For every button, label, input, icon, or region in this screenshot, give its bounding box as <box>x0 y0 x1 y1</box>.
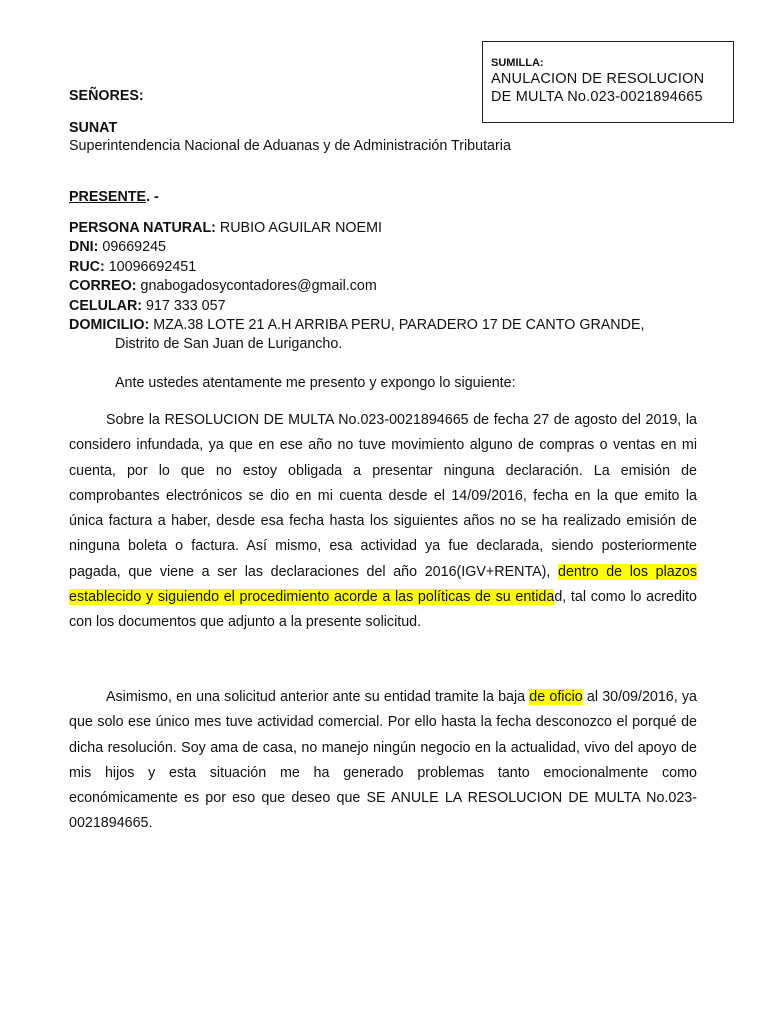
presente-suffix: . - <box>146 189 159 205</box>
paragraph-1-text-b: d, tal como lo acredito con los documentos que adjunto a la presente solicitud. <box>69 589 697 631</box>
person-name-label: PERSONA NATURAL: <box>69 220 216 236</box>
person-name-value: RUBIO AGUILAR NOEMI <box>215 220 382 236</box>
paragraph-2 <box>69 685 697 837</box>
paragraph-2-text-b: al 30/09/2016, ya que solo ese único mes tuve actividad comercial. Por ello hasta la fecha desconozco el porqué de dicha resolución. Soy ama de casa, no manejo ningún negocio en la actualidad, vivo del apoyo de mis hijos y esta situación me ha generado problemas tanto emocionalmente como económicamente es por eso que deseo que SE ANULE LA RESOLUCION DE MULTA No.023-0021894665. <box>69 689 697 832</box>
paragraph-1 <box>69 408 697 636</box>
email-label: CORREO: <box>69 278 137 294</box>
paragraph-1-text-a: Sobre la RESOLUCION DE MULTA No.023-0021894665 de fecha 27 de agosto del 2019, la considero infundada, ya que en ese año no tuve movimiento alguno de compras o ventas en mi cuenta, por lo que no estoy obligada a presentar ninguna declaración. La emisión de comprobantes electrónicos se dio en mi cuenta desde el 14/09/2016, fecha en la que emito la única factura a haber, desde esa fecha hasta los siguientes años no se ha realizado emisión de ninguna boleta o factura. Así mismo, esa actividad ya fue declarada, siendo posteriormente pagada, que viene a ser las declaraciones del año 2016(IGV+RENTA), <box>69 412 697 580</box>
email-value: gnabogadosycontadores@gmail.com <box>136 278 377 294</box>
phone-label: CELULAR: <box>69 298 143 314</box>
ruc-label: RUC: <box>69 259 105 275</box>
sumilla-line-1: ANULACION DE RESOLUCION <box>491 71 705 87</box>
dni-value: 09669245 <box>98 239 166 255</box>
recipient-entity: Superintendencia Nacional de Aduanas y de Administración Tributaria <box>69 138 511 154</box>
presente-heading <box>69 188 159 207</box>
ruc-value: 10096692451 <box>104 259 197 275</box>
recipient-name: SUNAT <box>69 120 118 136</box>
address-value: MZA.38 LOTE 21 A.H ARRIBA PERU, PARADERO 17 DE CANTO GRANDE, <box>149 317 645 333</box>
sumilla-box <box>482 41 734 123</box>
address-line-2: Distrito de San Juan de Lurigancho. <box>115 336 343 352</box>
email-row <box>69 277 377 296</box>
paragraph-2-text-a: Asimismo, en una solicitud anterior ante su entidad tramite la baja <box>106 689 530 705</box>
address-label: DOMICILIO: <box>69 317 150 333</box>
phone-value: 917 333 057 <box>142 298 226 314</box>
paragraph-2-highlight: de oficio <box>529 689 583 705</box>
intro-line: Ante ustedes atentamente me presento y expongo lo siguiente: <box>115 375 516 391</box>
sumilla-label: SUMILLA: <box>491 57 544 69</box>
person-name-row <box>69 219 382 238</box>
sumilla-line-2: DE MULTA No.023-0021894665 <box>491 89 703 105</box>
paragraph-1-highlight: dentro de los plazos establecido y siguiendo el procedimiento acorde a las políticas de su entida <box>69 563 697 606</box>
dni-label: DNI: <box>69 239 99 255</box>
dni-row <box>69 238 166 257</box>
salutation: SEÑORES: <box>69 88 144 104</box>
ruc-row <box>69 258 196 277</box>
phone-row <box>69 297 226 316</box>
address-row <box>69 316 644 335</box>
presente-word: PRESENTE <box>69 189 147 205</box>
